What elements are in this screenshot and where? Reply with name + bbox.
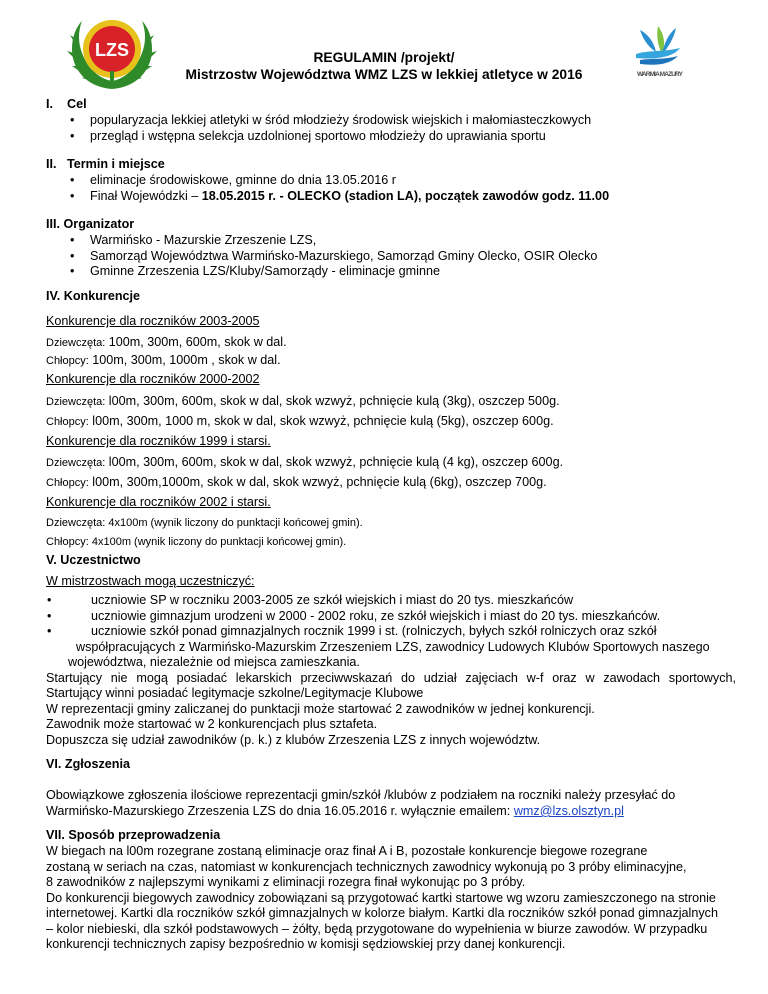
group-2003-2005-girls — [46, 335, 736, 352]
events: l00m, 300m, 600m, skok w dal, skok wzwyż, pchnięcie kulą (3kg), oszczep 500g. — [105, 394, 560, 408]
girls-label: Dziewczęta: — [46, 337, 106, 349]
section-number: II. — [46, 157, 57, 171]
section-title: Cel — [67, 97, 87, 111]
uczestnictwo-p1: Startujący nie mogą posiadać lekarskich przeciwwskazań do udział zajęciach w-f oraz w zawodach sportowych, — [46, 671, 736, 685]
document-subtitle: Mistrzostw Województwa WMZ LZS w lekkiej atletyce w 2016 — [185, 67, 583, 82]
sposob-line: – kolor niebieski, dla szkół podstawowych – żółty, będą przygotowane do wypełnienia w biurze zawodów. W przypadku — [46, 922, 708, 936]
section-number: I. — [46, 97, 53, 111]
group-1999-heading: Konkurencje dla roczników 1999 i starsi. — [46, 434, 271, 448]
group-2000-2002-heading: Konkurencje dla roczników 2000-2002 — [46, 372, 260, 386]
uczestnictwo-p2: Startujący winni posiadać legitymacje szkolne/Legitymacje Klubowe — [46, 686, 424, 700]
section-konkurencje-heading: IV. Konkurencje — [46, 289, 141, 303]
group-2003-2005-boys — [46, 353, 736, 370]
uczestnictwo-item3-cont1: współpracujących z Warmińsko-Mazurskim Zrzeszeniem LZS, zawodnicy Ludowych Klubów Sportowych naszego — [76, 640, 710, 654]
group-2000-2002-boys — [46, 414, 736, 431]
document-title: REGULAMIN /projekt/ — [313, 50, 455, 65]
events: 4x100m (wynik liczony do punktacji końcowej gmin). — [105, 517, 363, 529]
events: l00m, 300m,1000m, skok w dal, skok wzwyż, pchnięcie kulą (6kg), oszczep 700g. — [88, 475, 547, 489]
sposob-line: Do konkurencji biegowych zawodnicy zobowiązani są przygotować kartki startowe wg wzoru zamieszczonego na stronie — [46, 891, 716, 905]
events: 100m, 300m, 1000m , skok w dal. — [88, 353, 281, 367]
final-label: Finał Wojewódzki – — [90, 188, 202, 203]
section-sposob-heading: VII. Sposób przeprowadzenia — [46, 828, 221, 842]
sposob-line: konkurencji technicznych zapisy bezpośrednio w komisji sędziowskiej przy danej konkurencji. — [46, 937, 566, 951]
group-2002-relay-girls — [46, 516, 736, 532]
uczestnictwo-p3: W reprezentacji gminy zaliczanej do punktacji może startować 2 zawodników w jednej konkurencji. — [46, 702, 595, 716]
list-item: • popularyzacja lekkiej atletyki w śród młodzieży środowisk wiejskich i małomiasteczkowych — [70, 113, 591, 129]
section-cel-heading — [46, 97, 87, 113]
organizator-list — [70, 233, 597, 280]
uczestnictwo-p4: Zawodnik może startować w 2 konkurencjach plus sztafeta. — [46, 717, 378, 731]
girls-label: Dziewczęta: — [46, 396, 106, 408]
sposob-line: W biegach na l00m rozegrane zostaną eliminacje oraz finał A i B, pozostałe konkurencje biegowe rozegrane — [46, 844, 648, 858]
boys-label: Chłopcy: — [46, 536, 89, 548]
uczestnictwo-list — [46, 593, 736, 640]
termin-list — [70, 173, 609, 204]
list-item: • uczniowie SP w roczniku 2003-2005 ze szkół wiejskich i miast do 20 tys. mieszkańców — [46, 593, 736, 609]
events: 100m, 300m, 600m, skok w dal. — [105, 335, 287, 349]
list-item: • Gminne Zrzeszenia LZS/Kluby/Samorządy - eliminacje gminne — [70, 264, 597, 280]
boys-label: Chłopcy: — [46, 477, 89, 489]
email-link[interactable]: wmz@lzs.olsztyn.pl — [513, 804, 624, 818]
final-date: 18.05.2015 r. - OLECKO (stadion LA), początek zawodów godz. 11.00 — [201, 188, 610, 203]
list-item: • przegląd i wstępna selekcja uzdolnionej sportowo młodzieży do uprawiania sportu — [70, 129, 591, 145]
section-organizator-heading: III. Organizator — [46, 217, 135, 231]
events: 4x100m (wynik liczony do punktacji końcowej gmin). — [88, 536, 347, 548]
cel-list — [70, 113, 591, 144]
group-2003-2005-heading: Konkurencje dla roczników 2003-2005 — [46, 314, 260, 328]
zgloszenia-line1: Obowiązkowe zgłoszenia ilościowe reprezentacji gmin/szkół /klubów z podziałem na roczniki należy przesyłać do — [46, 788, 676, 802]
list-item: • Warmińsko - Mazurskie Zrzeszenie LZS, — [70, 233, 597, 249]
lzs-logo-text: LZS — [95, 40, 129, 60]
section-termin-heading — [46, 157, 165, 173]
list-item: • uczniowie gimnazjum urodzeni w 2000 - 2002 roku, ze szkół wiejskich i miast do 20 tys. mieszkańców. — [46, 609, 736, 625]
uczestnictwo-intro: W mistrzostwach mogą uczestniczyć: — [46, 574, 255, 588]
sposob-line: 8 zawodników z najlepszymi wynikami z eliminacji rozegra finał wykonując po 3 próby. — [46, 875, 526, 889]
sposob-line: internetowej. Kartki dla roczników szkół gimnazjalnych w kolorze białym. Kartki dla roczników szkół ponad gimnazjalnych — [46, 906, 718, 920]
group-2002-relay-boys — [46, 535, 736, 551]
group-2000-2002-girls — [46, 394, 736, 411]
uczestnictwo-item3-cont2: województwa, niezależnie od miejsca zamieszkania. — [68, 655, 360, 669]
zgloszenia-line2 — [46, 804, 736, 820]
uczestnictwo-p5: Dopuszcza się udział zawodników (p. k.) z klubów Zrzeszenia LZS z innych województw. — [46, 733, 541, 747]
group-1999-boys — [46, 475, 736, 492]
boys-label: Chłopcy: — [46, 355, 89, 367]
zgloszenia-text: Warmińsko-Mazurskiego Zrzeszenia LZS do dnia 16.05.2016 r. wyłącznie emailem: — [46, 804, 514, 818]
section-uczestnictwo-heading: V. Uczestnictwo — [46, 553, 141, 567]
section-title: Termin i miejsce — [67, 157, 165, 171]
section-zgloszenia-heading: VI. Zgłoszenia — [46, 757, 130, 771]
warmia-mazury-logo-text: WARMIA MAZURY — [637, 71, 683, 78]
sposob-line: zostaną w seriach na czas, natomiast w konkurencjach technicznych zawodnicy wykonują po 3 próby eliminacyjne, — [46, 860, 687, 874]
list-item — [70, 189, 609, 205]
group-1999-girls — [46, 455, 736, 472]
list-item: • Samorząd Województwa Warmińsko-Mazurskiego, Samorząd Gminy Olecko, OSIR Olecko — [70, 249, 597, 265]
events: l00m, 300m, 600m, skok w dal, skok wzwyż, pchnięcie kulą (4 kg), oszczep 600g. — [105, 455, 564, 469]
list-item: • eliminacje środowiskowe, gminne do dnia 13.05.2016 r — [70, 173, 609, 189]
boys-label: Chłopcy: — [46, 416, 89, 428]
group-2002-relay-heading: Konkurencje dla roczników 2002 i starsi. — [46, 495, 271, 509]
events: l00m, 300m, 1000 m, skok w dal, skok wzwyż, pchnięcie kulą (5kg), oszczep 600g. — [88, 414, 554, 428]
girls-label: Dziewczęta: — [46, 517, 106, 529]
girls-label: Dziewczęta: — [46, 457, 106, 469]
list-item: • uczniowie szkół ponad gimnazjalnych rocznik 1999 i st. (rolniczych, byłych szkół rolniczych oraz szkół — [46, 624, 736, 640]
